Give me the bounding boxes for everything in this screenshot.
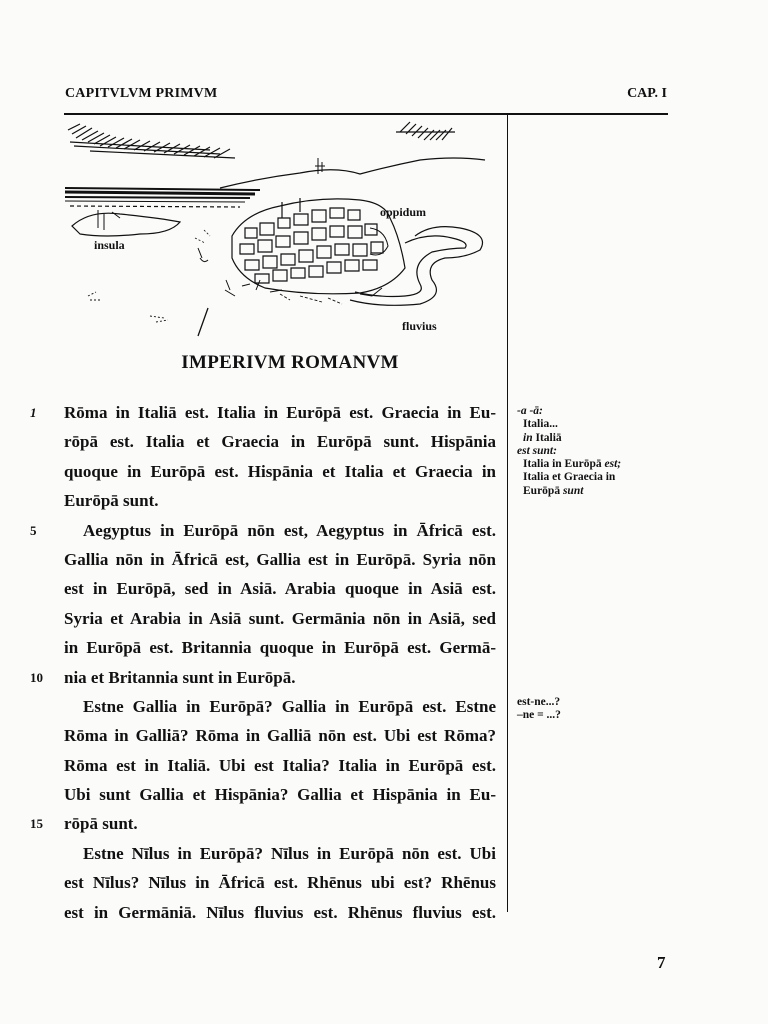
note-line xyxy=(517,432,621,445)
text-line xyxy=(64,751,496,780)
text-line xyxy=(64,780,496,809)
note-line xyxy=(517,458,621,471)
line-number: 5 xyxy=(30,522,37,538)
town-label: oppidum xyxy=(380,205,427,219)
line-text: Syria et Arabia in Asiā sunt. Germānia nōn in Asiā, sed xyxy=(64,608,496,628)
line-number: 15 xyxy=(30,816,43,832)
roman-town-illustration xyxy=(60,118,500,340)
hills xyxy=(220,158,485,188)
note-text: Eurōpā xyxy=(523,484,563,497)
note-line: -a -ā: xyxy=(517,405,543,417)
sky-hatching xyxy=(68,122,455,158)
note-text: Italia... xyxy=(523,418,558,431)
note-line xyxy=(517,418,621,431)
sea xyxy=(65,188,260,207)
line-text: Rōma est in Italiā. Ubi est Italia? Italia in Eurōpā est. xyxy=(64,755,496,775)
text-line xyxy=(64,574,496,603)
line-text: Estne Gallia in Eurōpā? Gallia in Eurōpā est. Estne xyxy=(83,696,496,716)
running-header-right: CAP. I xyxy=(627,86,667,101)
text-line xyxy=(64,721,496,750)
river-label: fluvius xyxy=(402,319,437,333)
section-title: IMPERIVM ROMANVM xyxy=(181,352,399,373)
note-line: est sunt: xyxy=(517,444,557,457)
note-line: est-ne...? xyxy=(517,696,561,708)
note-line xyxy=(517,485,621,498)
note-text: in xyxy=(523,431,536,444)
text-line xyxy=(64,604,496,633)
text-line xyxy=(64,839,496,868)
text-line xyxy=(64,633,496,662)
text-line xyxy=(30,398,496,427)
latin-text xyxy=(30,398,496,927)
note-line: –ne = ...? xyxy=(517,709,561,722)
text-line xyxy=(64,868,496,897)
line-text: rōpā est. Italia et Graecia in Eurōpā sunt. Hispānia xyxy=(64,432,496,452)
line-number: 1 xyxy=(30,405,37,420)
line-text: quoque in Eurōpā est. Hispānia et Italia et Graecia in xyxy=(64,461,496,481)
text-line xyxy=(30,516,496,545)
text-line xyxy=(30,809,496,838)
margin-note-question xyxy=(517,696,561,723)
text-line xyxy=(64,692,496,721)
text-line xyxy=(64,898,496,927)
line-text: rōpā sunt. xyxy=(64,814,138,834)
line-text: Eurōpā sunt. xyxy=(64,491,159,511)
margin-column-rule xyxy=(507,114,508,912)
note-text: sunt xyxy=(562,484,584,497)
line-text: Aegyptus in Eurōpā nōn est, Aegyptus in Āfricā est. xyxy=(83,520,496,540)
note-text: est; xyxy=(604,458,622,471)
note-text: Italiā xyxy=(535,431,562,444)
line-text: est in Germāniā. Nīlus fluvius est. Rhēnus fluvius est. xyxy=(64,902,496,922)
line-text: nia et Britannia sunt in Eurōpā. xyxy=(64,667,296,687)
island-label: insula xyxy=(94,238,125,252)
note-line: Italia et Graecia in xyxy=(523,471,616,484)
river xyxy=(350,227,483,306)
header-rule xyxy=(64,113,668,115)
margin-note-endings xyxy=(517,405,621,498)
text-line xyxy=(64,486,496,515)
running-header-left: CAPITVLVM PRIMVM xyxy=(65,86,218,101)
line-text: Ubi sunt Gallia et Hispānia? Gallia et Hispānia in Eu- xyxy=(64,785,496,805)
line-text: est in Eurōpā, sed in Asiā. Arabia quoque in Asiā est. xyxy=(64,579,496,599)
line-text: Rōma in Italiā est. Italia in Eurōpā est. Graecia in Eu- xyxy=(64,403,496,422)
text-line xyxy=(64,457,496,486)
text-line xyxy=(30,663,496,692)
island xyxy=(72,213,180,236)
text-line xyxy=(64,545,496,574)
text-line xyxy=(64,427,496,456)
page-number: 7 xyxy=(657,953,666,972)
note-text: Italia in Eurōpā xyxy=(523,458,605,471)
line-number: 10 xyxy=(30,669,43,685)
line-text: Estne Nīlus in Eurōpā? Nīlus in Eurōpā nōn est. Ubi xyxy=(83,843,496,863)
line-text: Gallia nōn in Āfricā est, Gallia est in Eurōpā. Syria nōn xyxy=(64,549,496,569)
line-text: in Eurōpā est. Britannia quoque in Eurōpā est. Germā- xyxy=(64,638,496,658)
line-text: est Nīlus? Nīlus in Āfricā est. Rhēnus ubi est? Rhēnus xyxy=(64,873,496,893)
line-text: Rōma in Galliā? Rōma in Galliā nōn est. Ubi est Rōma? xyxy=(64,726,496,746)
